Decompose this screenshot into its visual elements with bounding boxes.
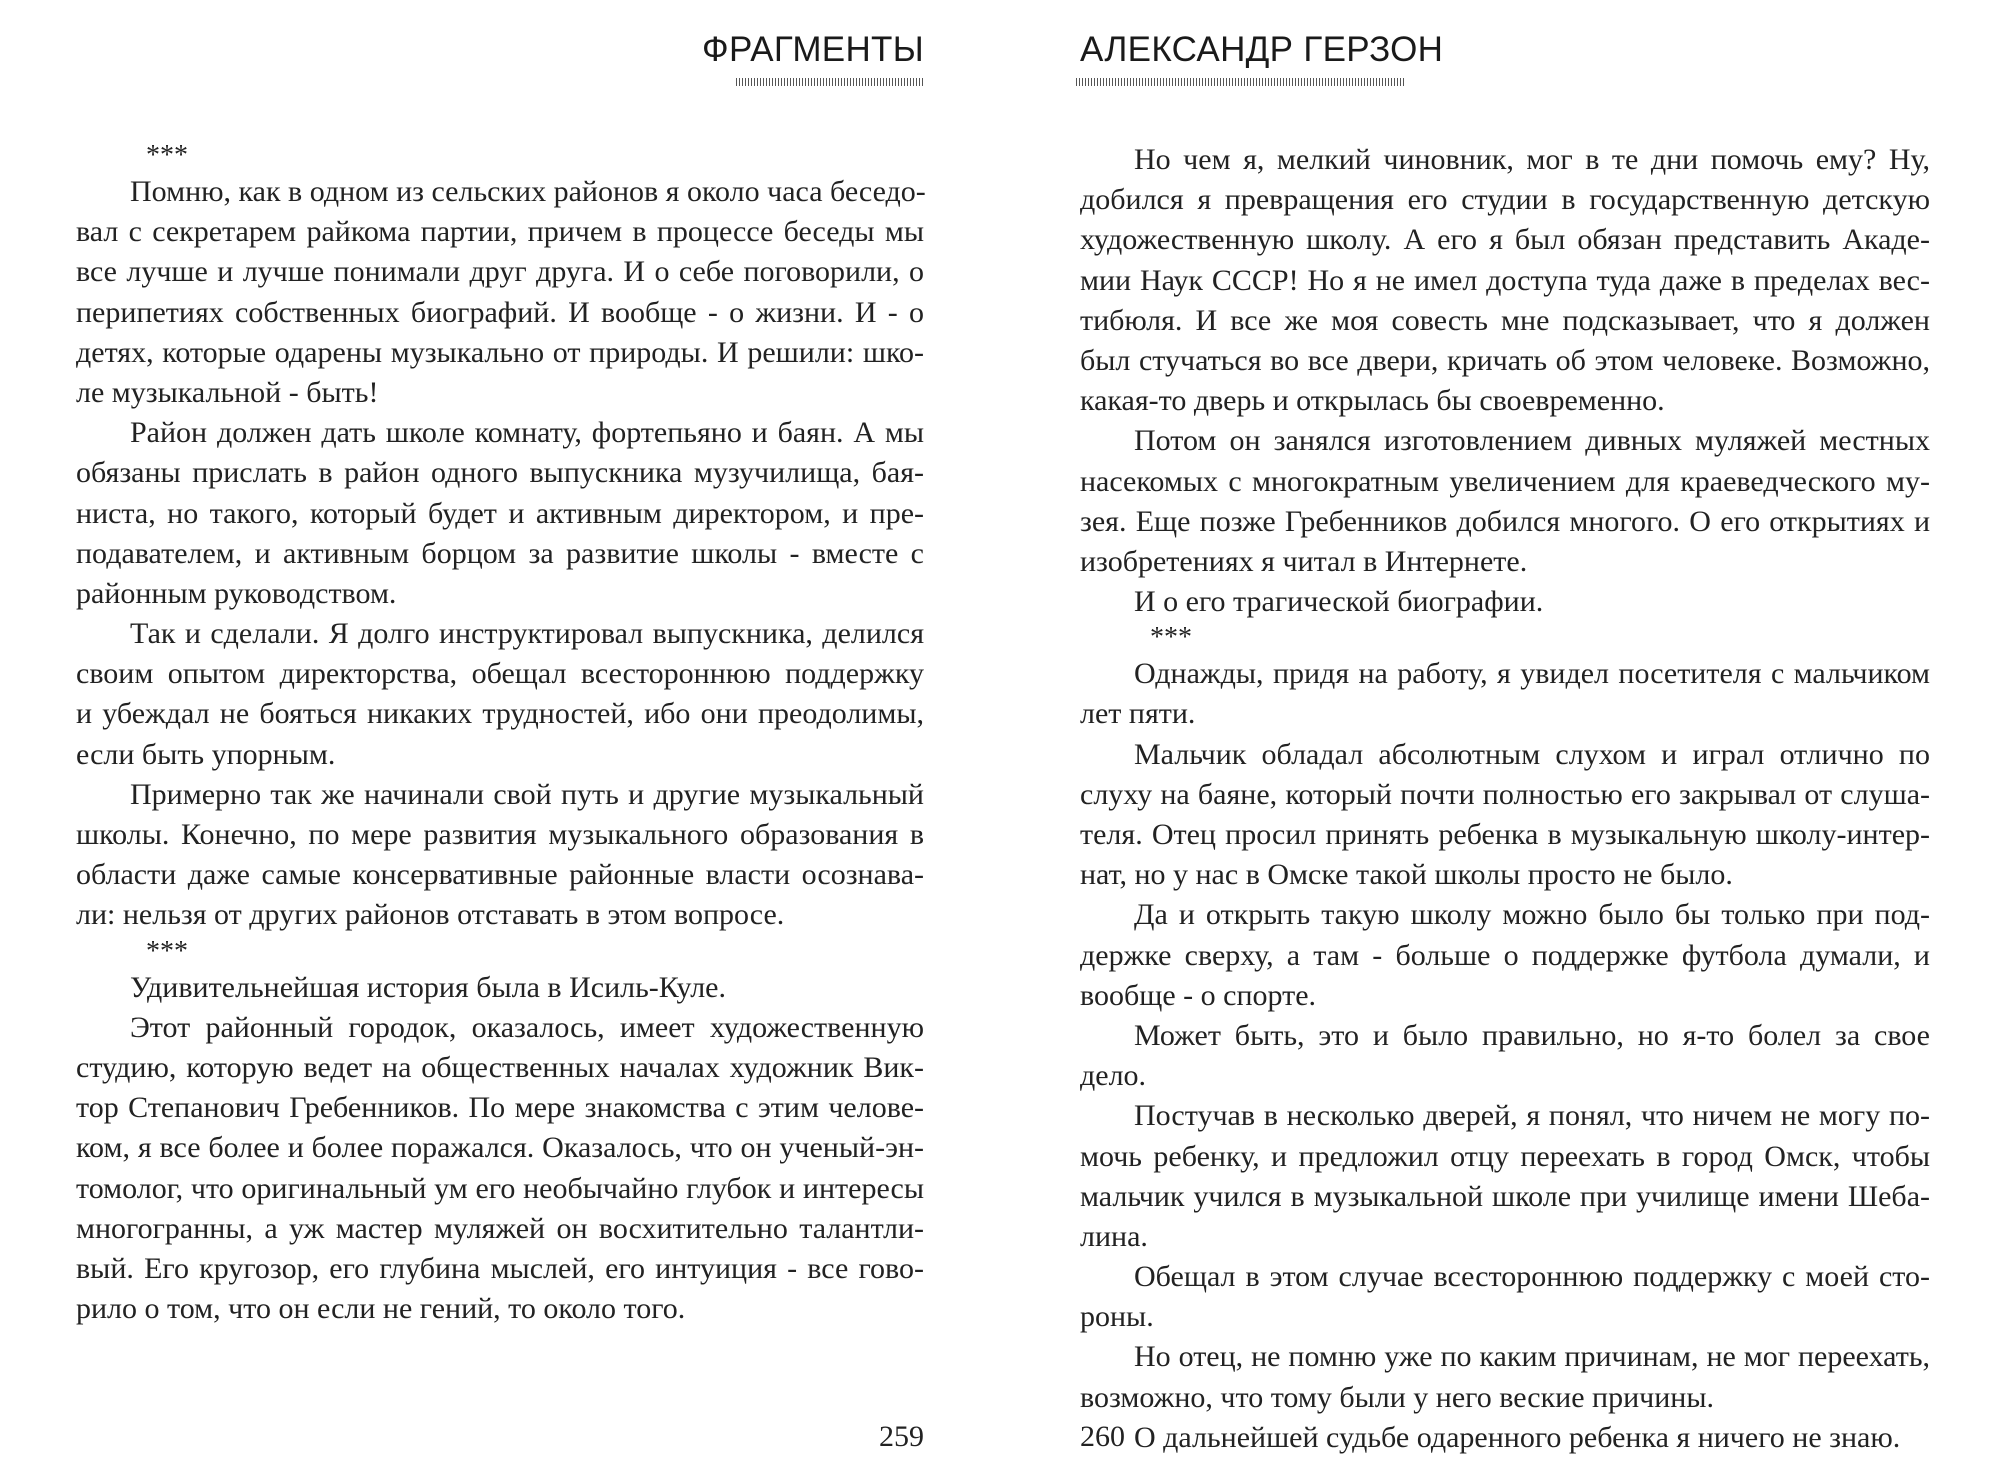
text-line: Постучав в несколько дверей, я понял, что ничем не могу по- <box>1134 1099 1930 1133</box>
text-line: роны. <box>1080 1300 1154 1334</box>
text-line: все лучше и лучше понимали друг друга. И о себе поговорили, о <box>76 255 924 289</box>
text-line: вал с секретарем райкома партии, причем в процессе беседы мы <box>76 215 924 249</box>
text-line: дело. <box>1080 1059 1147 1093</box>
text-line: насекомых с многократным увеличением для краеведческого му- <box>1080 464 1930 498</box>
text-line: вообще - о спорте. <box>1080 978 1317 1012</box>
text-line: Район должен дать школе комнату, фортепьяно и баян. А мы <box>130 416 924 450</box>
text-line: ле музыкальной - быть! <box>76 375 379 409</box>
text-line: Удивительнейшая история была в Исиль-Куле. <box>130 970 727 1004</box>
text-line: Может быть, это и было правильно, но я-то болел за свое <box>1134 1018 1930 1052</box>
text-line: многогранны, а уж мастер муляжей он восхитительно талантли- <box>76 1211 924 1245</box>
running-head-rule-right <box>1076 78 1406 86</box>
text-line: изобретениях я читал в Интернете. <box>1080 544 1528 578</box>
text-line: И о его трагической биографии. <box>1134 585 1544 619</box>
running-head-right: АЛЕКСАНДР ГЕРЗОН <box>1080 30 1444 69</box>
text-line: студию, которую ведет на общественных началах художник Вик- <box>76 1050 924 1084</box>
text-line: нат, но у нас в Омске такой школы просто не было. <box>1080 858 1733 892</box>
text-line: Потом он занялся изготовлением дивных муляжей местных <box>1134 424 1930 458</box>
text-line: школы. Конечно, по мере развития музыкального образования в <box>76 818 924 851</box>
text-line: Помню, как в одном из сельских районов я около часа беседо- <box>130 175 926 208</box>
text-line: лина. <box>1080 1219 1148 1253</box>
section-separator: *** <box>146 140 188 171</box>
text-line: мальчик учился в музыкальной школе при училище имени Шеба- <box>1080 1179 1930 1213</box>
text-line: возможно, что тому были у него веские причины. <box>1080 1380 1714 1414</box>
text-line: Да и открыть такую школу можно было бы только при под- <box>1134 898 1930 932</box>
text-line: лет пяти. <box>1080 697 1196 731</box>
text-line: ли: нельзя от других районов отставать в этом вопросе. <box>76 898 785 932</box>
text-line: ком, я все более и более поражался. Оказалось, что он ученый-эн- <box>76 1131 924 1165</box>
text-line: своим опытом директорства, обещал всестороннюю поддержку <box>76 657 924 691</box>
right-page-text <box>1080 140 1930 1458</box>
text-line: подавателем, и активным борцом за развитие школы - вместе с <box>76 536 924 570</box>
text-line: области даже самые консервативные районные власти осознава- <box>76 858 924 892</box>
text-line: Примерно так же начинали свой путь и другие музыкальный <box>130 777 924 811</box>
text-line: томолог, что оригинальный ум его необычайно глубок и интересы <box>76 1171 924 1205</box>
running-head-rule-left <box>736 78 924 86</box>
text-line: О дальнейшей судьбе одаренного ребенка я ничего не знаю. <box>1134 1420 1901 1454</box>
text-line: Мальчик обладал абсолютным слухом и играл отлично по <box>1134 737 1930 771</box>
text-line: районным руководством. <box>76 576 397 610</box>
text-line: тор Степанович Гребенников. По мере знакомства с этим челове- <box>76 1091 924 1125</box>
text-line: мочь ребенку, и предложил отцу переехать в город Омск, чтобы <box>1080 1139 1930 1173</box>
text-line: какая-то дверь и открылась бы своевременно. <box>1080 384 1665 418</box>
section-separator: *** <box>146 935 188 967</box>
text-line: держке сверху, а там - больше о поддержке футбола думали, и <box>1080 938 1930 972</box>
text-line: детях, которые одарены музыкально от природы. И решили: шко- <box>76 335 924 369</box>
text-line: Обещал в этом случае всестороннюю поддержку с моей сто- <box>1134 1260 1930 1294</box>
text-line: ниста, но такого, который будет и активным директором, и пре- <box>76 496 924 530</box>
text-line: Но чем я, мелкий чиновник, мог в те дни помочь ему? Ну, <box>1134 143 1930 176</box>
text-line: Этот районный городок, оказалось, имеет художественную <box>130 1010 924 1044</box>
text-line: мии Наук СССР! Но я не имел доступа туда даже в пределах вес- <box>1080 263 1930 297</box>
page-number-left: 259 <box>879 1420 924 1453</box>
text-line: и убеждал не бояться никаких трудностей, ибо они преодолимы, <box>76 697 924 731</box>
text-line: был стучаться во все двери, кричать об этом человеке. Возможно, <box>1080 343 1930 377</box>
right-page <box>1000 0 2000 1484</box>
text-line: теля. Отец просил принять ребенка в музыкальную школу-интер- <box>1080 818 1930 851</box>
text-line: добился я превращения его студии в государственную детскую <box>1080 183 1930 217</box>
text-line: художественную школу. А его я был обязан представить Акаде- <box>1080 223 1930 257</box>
text-line: вый. Его кругозор, его глубина мыслей, его интуиция - все гово- <box>76 1251 924 1285</box>
text-line: Так и сделали. Я долго инструктировал выпускника, делился <box>130 617 924 651</box>
text-line: если быть упорным. <box>76 737 336 771</box>
section-separator: *** <box>1150 622 1192 654</box>
page-number-right: 260 <box>1080 1420 1125 1453</box>
text-line: тибюля. И все же моя совесть мне подсказывает, что я должен <box>1080 303 1930 337</box>
text-line: слуху на баяне, который почти полностью его закрывал от слуша- <box>1080 777 1930 811</box>
text-line: перипетиях собственных биографий. И вообще - о жизни. И - о <box>76 295 924 329</box>
text-line: зея. Еще позже Гребенников добился многого. О его открытиях и <box>1080 504 1930 538</box>
text-line: обязаны прислать в район одного выпускника музучилища, бая- <box>76 456 924 490</box>
text-line: Однажды, придя на работу, я увидел посетителя с мальчиком <box>1134 657 1930 691</box>
left-page-text <box>76 140 924 1329</box>
running-head-left: ФРАГМЕНТЫ <box>702 30 924 69</box>
text-line: Но отец, не помню уже по каким причинам, не мог переехать, <box>1134 1340 1930 1374</box>
text-line: рило о том, что он если не гений, то около того. <box>76 1292 686 1326</box>
